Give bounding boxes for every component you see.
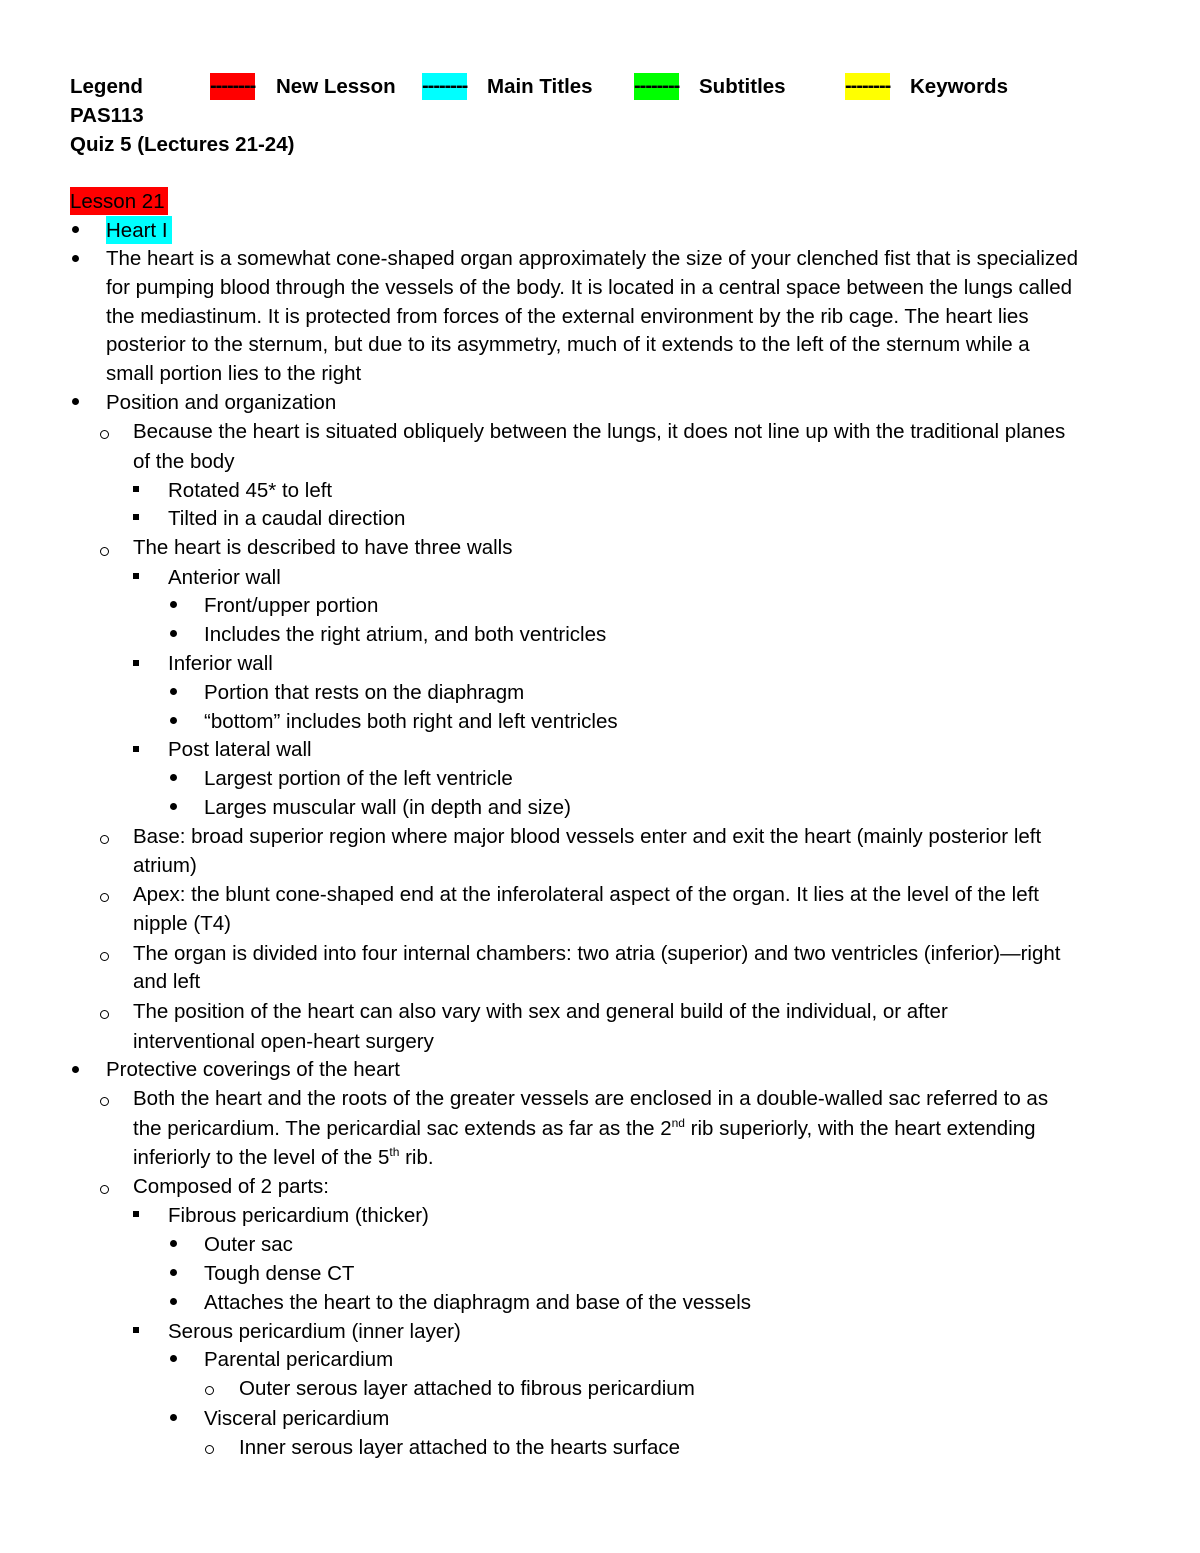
post-lateral-wall: Post lateral wall xyxy=(168,738,312,761)
legend-swatch-main-titles: -------- xyxy=(422,73,467,100)
bullet-square xyxy=(133,486,139,492)
bullet-dot xyxy=(170,1240,177,1247)
legend-swatch-subtitles: -------- xyxy=(634,73,679,100)
pericardium-line-3: inferiorly to the level of the 5th rib. xyxy=(133,1145,434,1169)
bullet-square xyxy=(133,1211,139,1217)
legend-swatch-new-lesson: -------- xyxy=(210,73,255,100)
protective-heading: Protective coverings of the heart xyxy=(106,1058,400,1081)
bullet-dot xyxy=(72,398,79,405)
visceral-pericardium: Visceral pericardium xyxy=(204,1407,390,1430)
bullet-circle xyxy=(205,1445,214,1454)
lesson-heading: Lesson 21 xyxy=(70,187,168,215)
post-lateral-item-1: Largest portion of the left ventricle xyxy=(204,767,513,790)
parental-pericardium: Parental pericardium xyxy=(204,1348,394,1371)
legend-label: Legend xyxy=(70,75,143,98)
legend-new-lesson: New Lesson xyxy=(276,75,396,98)
bullet-dot xyxy=(72,255,79,262)
bullet-square xyxy=(133,1327,139,1333)
post-lateral-item-2: Larges muscular wall (in depth and size) xyxy=(204,796,571,819)
bullet-dot xyxy=(170,601,177,608)
legend-keywords: Keywords xyxy=(910,75,1008,98)
main-title-heart: Heart I xyxy=(106,216,172,244)
bullet-dot xyxy=(72,1066,79,1073)
bullet-circle xyxy=(100,430,109,439)
bullet-dot xyxy=(170,1298,177,1305)
apex-line-2: nipple (T4) xyxy=(133,912,231,935)
legend-swatch-keywords: -------- xyxy=(845,73,890,100)
intro-line-3: the mediastinum. It is protected from forces of the external environment by the rib cage. The heart lies xyxy=(106,305,1029,328)
bullet-circle xyxy=(205,1386,214,1395)
variation-line-1: The position of the heart can also vary with sex and general build of the individual, or after xyxy=(133,1000,948,1023)
fibrous-pericardium: Fibrous pericardium (thicker) xyxy=(168,1204,429,1227)
bullet-dot xyxy=(170,630,177,637)
bullet-square xyxy=(133,660,139,666)
base-line-2: atrium) xyxy=(133,854,197,877)
anterior-wall: Anterior wall xyxy=(168,566,281,589)
bullet-dot xyxy=(170,1355,177,1362)
fibrous-item-2: Tough dense CT xyxy=(204,1262,355,1285)
bullet-dot xyxy=(72,226,79,233)
bullet-dot xyxy=(170,688,177,695)
bullet-square xyxy=(133,514,139,520)
pericardium-line-2: the pericardium. The pericardial sac extends as far as the 2nd rib superiorly, with the heart extending xyxy=(133,1116,1036,1140)
intro-line-4: posterior to the sternum, but due to its asymmetry, much of it extends to the left of the sternum while a xyxy=(106,333,1030,356)
bullet-dot xyxy=(170,1414,177,1421)
bullet-dot xyxy=(170,774,177,781)
bullet-circle xyxy=(100,1097,109,1106)
inferior-wall-item-2: “bottom” includes both right and left ventricles xyxy=(204,710,618,733)
visceral-item-1: Inner serous layer attached to the hearts surface xyxy=(239,1436,681,1459)
chambers-line-1: The organ is divided into four internal chambers: two atria (superior) and two ventricles (inferior)—right xyxy=(133,942,1061,965)
intro-line-2: for pumping blood through the vessels of the body. It is located in a central space between the lungs called xyxy=(106,276,1073,299)
serous-pericardium: Serous pericardium (inner layer) xyxy=(168,1320,461,1343)
bullet-circle xyxy=(100,1185,109,1194)
composed-heading: Composed of 2 parts: xyxy=(133,1175,329,1198)
rotated-item: Rotated 45* to left xyxy=(168,479,333,502)
bullet-circle xyxy=(100,1010,109,1019)
anterior-wall-item-2: Includes the right atrium, and both ventricles xyxy=(204,623,607,646)
chambers-line-2: and left xyxy=(133,970,201,993)
position-heading: Position and organization xyxy=(106,391,337,414)
inferior-wall-item-1: Portion that rests on the diaphragm xyxy=(204,681,525,704)
course-code: PAS113 xyxy=(70,104,144,127)
inferior-wall: Inferior wall xyxy=(168,652,273,675)
walls-heading: The heart is described to have three walls xyxy=(133,536,513,559)
bullet-circle xyxy=(100,835,109,844)
position-line-1: Because the heart is situated obliquely between the lungs, it does not line up with the traditional planes xyxy=(133,420,1066,443)
anterior-wall-item-1: Front/upper portion xyxy=(204,594,379,617)
bullet-square xyxy=(133,746,139,752)
legend-main-titles: Main Titles xyxy=(487,75,593,98)
bullet-square xyxy=(133,573,139,579)
parental-item-1: Outer serous layer attached to fibrous pericardium xyxy=(239,1377,695,1400)
bullet-dot xyxy=(170,803,177,810)
bullet-dot xyxy=(170,1269,177,1276)
position-line-2: of the body xyxy=(133,450,235,473)
fibrous-item-3: Attaches the heart to the diaphragm and base of the vessels xyxy=(204,1291,752,1314)
base-line-1: Base: broad superior region where major blood vessels enter and exit the heart (mainly posterior left xyxy=(133,825,1042,848)
pericardium-line-1: Both the heart and the roots of the greater vessels are enclosed in a double-walled sac referred to as xyxy=(133,1087,1049,1110)
quiz-title: Quiz 5 (Lectures 21-24) xyxy=(70,133,295,156)
fibrous-item-1: Outer sac xyxy=(204,1233,293,1256)
legend-subtitles: Subtitles xyxy=(699,75,786,98)
intro-line-5: small portion lies to the right xyxy=(106,362,362,385)
intro-line-1: The heart is a somewhat cone-shaped organ approximately the size of your clenched fist that is specialized xyxy=(106,247,1078,270)
bullet-circle xyxy=(100,547,109,556)
variation-line-2: interventional open-heart surgery xyxy=(133,1030,434,1053)
bullet-dot xyxy=(170,717,177,724)
bullet-circle xyxy=(100,893,109,902)
tilted-item: Tilted in a caudal direction xyxy=(168,507,406,530)
apex-line-1: Apex: the blunt cone-shaped end at the inferolateral aspect of the organ. It lies at the level of the left xyxy=(133,883,1040,906)
bullet-circle xyxy=(100,952,109,961)
